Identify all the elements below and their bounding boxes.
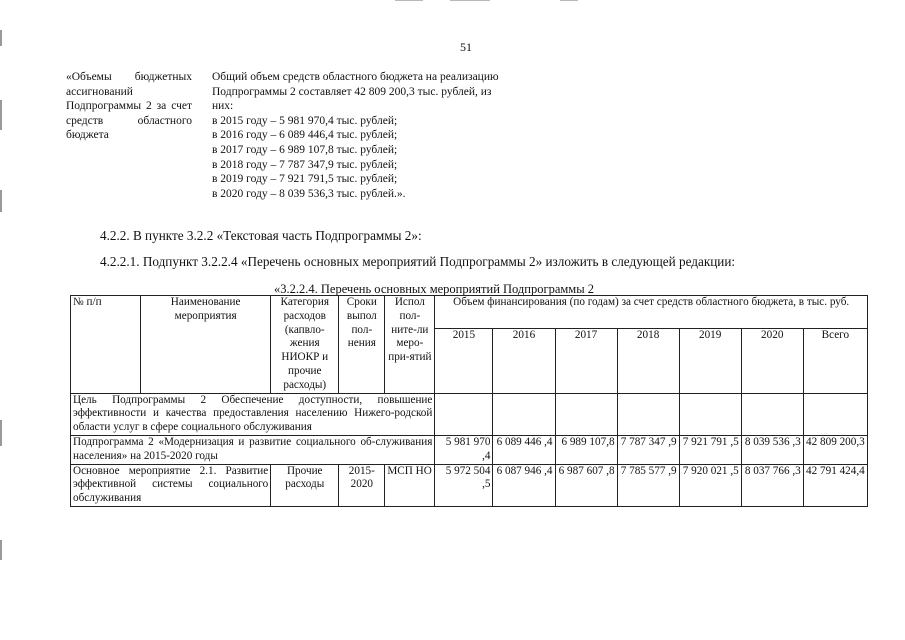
value-cell: 6 989 107,8 <box>555 435 617 464</box>
passport-year-line: в 2016 году – 6 089 446,4 тыс. рублей; <box>212 129 398 142</box>
passport-intro-line: Общий объем средств областного бюджета на реализацию <box>212 71 499 83</box>
value-cell: 6 987 607 ,8 <box>555 464 617 506</box>
header-name: Наименование мероприятия <box>141 296 271 394</box>
scan-top-mark <box>395 0 423 1</box>
passport-year-line: в 2020 году – 8 039 536,3 тыс. рублей.». <box>212 187 406 200</box>
header-year: 2018 <box>617 328 679 393</box>
subprogram-cell: Подпрограмма 2 «Модернизация и развитие социального об-служивания населения» на 2015-2020 годы <box>71 435 435 464</box>
amendment-paragraph: 4.2.2.1. Подпункт 3.2.2.4 «Перечень основных мероприятий Подпрограммы 2» изложить в следующей редакции: <box>100 254 736 269</box>
passport-intro-line: них: <box>212 100 234 113</box>
scan-edge-mark <box>0 100 2 130</box>
total-cell: 42 791 424,4 <box>803 464 867 506</box>
value-cell: 7 921 791 ,5 <box>679 435 741 464</box>
passport-label: «Объемы бюджетных ассигнований Подпрограммы 2 за счет средств областного бюджета <box>66 71 192 142</box>
table-caption: «3.2.2.4. Перечень основных мероприятий Подпрограммы 2 <box>274 282 594 296</box>
event-deadline-cell: 2015-2020 <box>339 464 385 506</box>
header-year: 2020 <box>741 328 803 393</box>
events-table <box>70 295 868 507</box>
value-cell: 7 785 577 ,9 <box>617 464 679 506</box>
value-cell: 5 972 504 ,5 <box>435 464 493 506</box>
value-cell: 6 087 946 ,4 <box>493 464 555 506</box>
passport-year-line: в 2018 году – 7 787 347,9 тыс. рублей; <box>212 158 398 171</box>
table-goal-row <box>71 393 868 435</box>
event-executor-cell: МСП НО <box>385 464 435 506</box>
scan-edge-mark <box>0 420 2 446</box>
page-number: 51 <box>460 40 472 54</box>
value-cell: 7 920 021 ,5 <box>679 464 741 506</box>
header-year: 2019 <box>679 328 741 393</box>
table-event-row <box>71 464 868 506</box>
scan-top-mark <box>560 0 578 1</box>
passport-intro-line: Подпрограммы 2 составляет 42 809 200,3 тыс. рублей, из <box>212 85 492 98</box>
scan-edge-mark <box>0 540 2 560</box>
goal-cell: Цель Подпрограммы 2 Обеспечение доступности, повышение эффективности и качества предоставления населению Нижего-родской области услуг в сфере социального обслуживания <box>71 393 435 435</box>
header-year: 2017 <box>555 328 617 393</box>
value-cell: 8 039 536 ,3 <box>741 435 803 464</box>
header-num: № п/п <box>71 296 141 394</box>
scan-edge-mark <box>0 190 2 212</box>
header-year: 2016 <box>493 328 555 393</box>
total-cell: 42 809 200,3 <box>803 435 867 464</box>
passport-year-line: в 2019 году – 7 921 791,5 тыс. рублей; <box>212 173 398 186</box>
passport-value <box>212 70 554 201</box>
amendment-paragraph: 4.2.2. В пункте 3.2.2 «Текстовая часть Подпрограммы 2»: <box>100 228 422 243</box>
passport-year-line: в 2017 году – 6 989 107,8 тыс. рублей; <box>212 143 398 156</box>
header-executor: Испол пол-ните-ли меро-при-ятий <box>385 296 435 394</box>
value-cell: 5 981 970 ,4 <box>435 435 493 464</box>
header-funding: Объем финансирования (по годам) за счет средств областного бюджета, в тыс. руб. <box>435 296 868 329</box>
header-year: 2015 <box>435 328 493 393</box>
header-deadline: Сроки выпол пол-нения <box>339 296 385 394</box>
value-cell: 8 037 766 ,3 <box>741 464 803 506</box>
header-total: Всего <box>803 328 867 393</box>
header-category: Категория расходов (капвло-жения НИОКР и прочие расходы) <box>271 296 339 394</box>
scan-top-mark <box>450 0 490 1</box>
table-subprogram-row <box>71 435 868 464</box>
scan-edge-mark <box>0 30 2 46</box>
event-name-cell: Основное мероприятие 2.1. Развитие эффективной системы социального обслуживания <box>71 464 271 506</box>
value-cell: 6 089 446 ,4 <box>493 435 555 464</box>
passport-year-line: в 2015 году – 5 981 970,4 тыс. рублей; <box>212 114 398 127</box>
value-cell: 7 787 347 ,9 <box>617 435 679 464</box>
table-header-row <box>71 296 868 329</box>
event-category-cell: Прочие расходы <box>271 464 339 506</box>
